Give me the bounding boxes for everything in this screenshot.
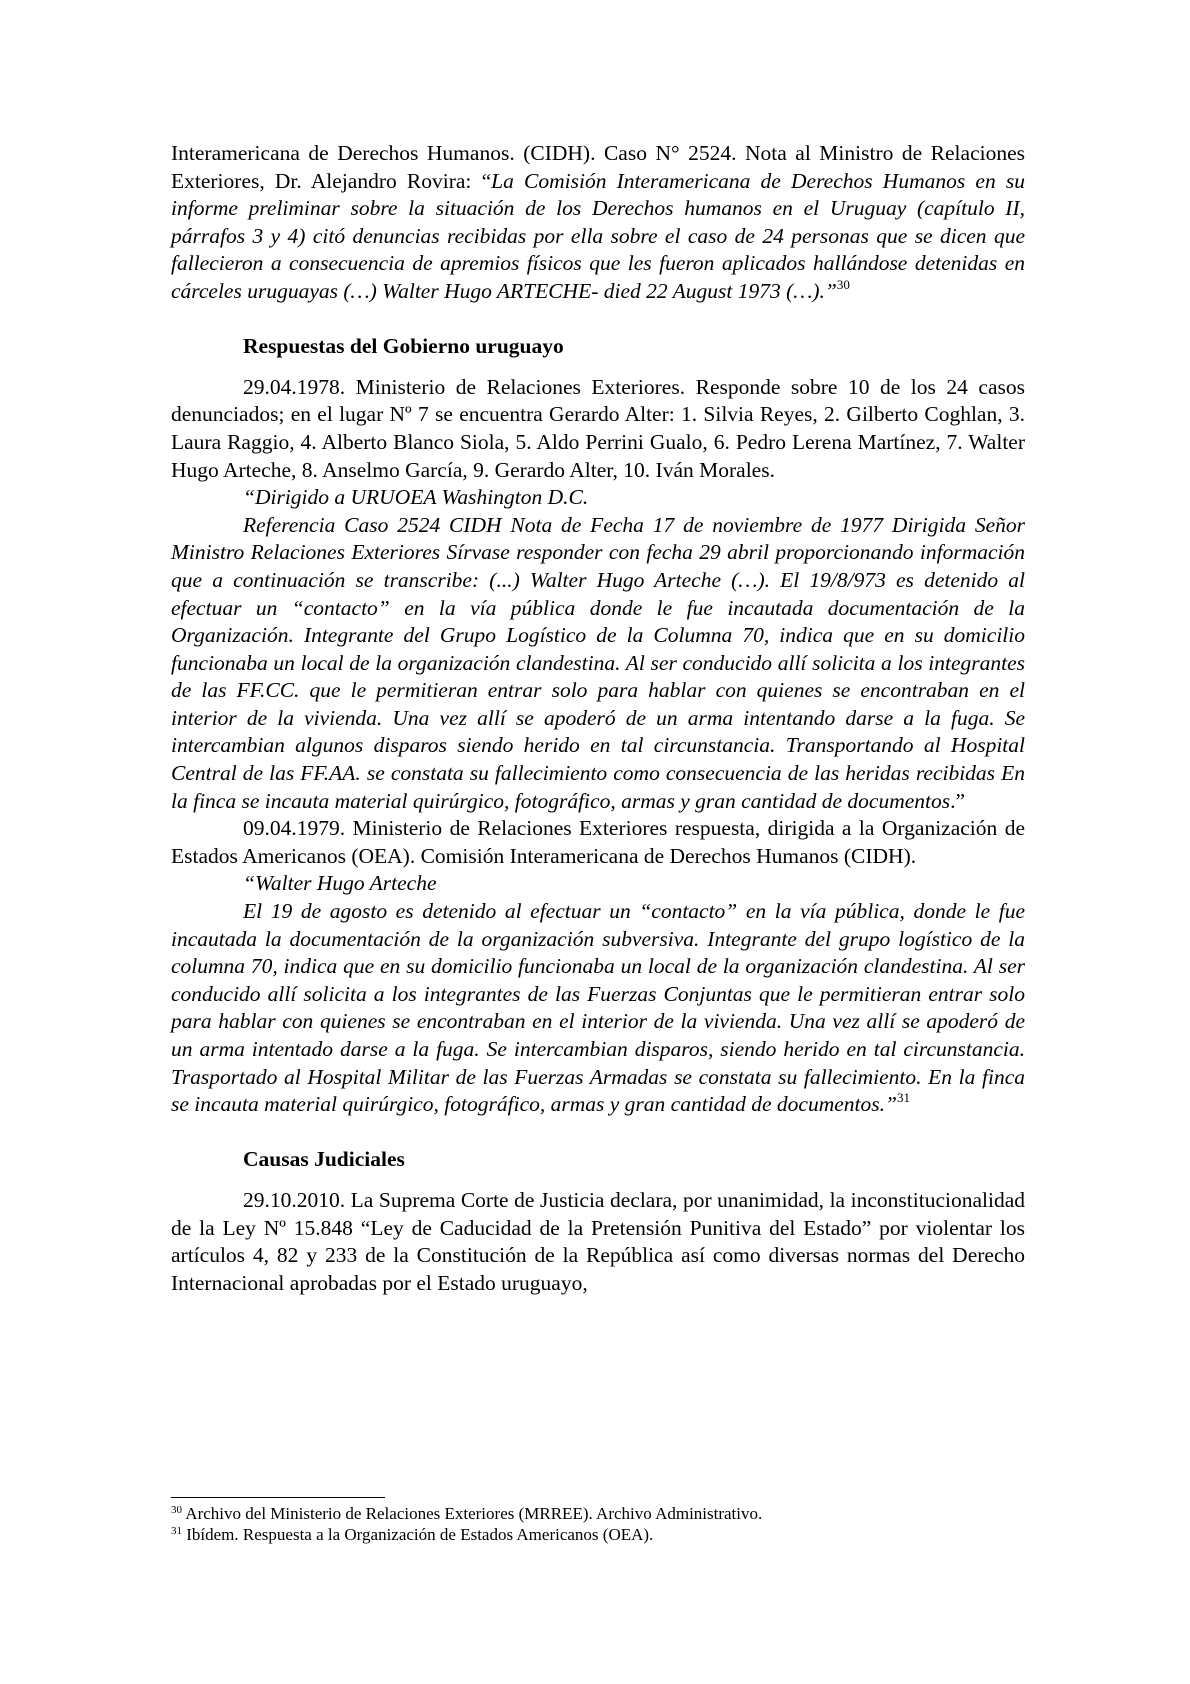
quoted-name: “Walter Hugo Arteche: [243, 871, 437, 896]
footnote-ref: 31: [896, 1090, 910, 1106]
quoted-address: “Dirigido a URUOEA Washington D.C.: [243, 485, 589, 510]
spacer: [171, 1174, 1025, 1187]
paragraph-1979-response: 09.04.1979. Ministerio de Relaciones Exteriores respuesta, dirigida a la Organización de Estados Americanos (OEA). Comisión Interamericana de Derechos Humanos (CIDH).: [171, 816, 1025, 868]
quoted-text: La Comisión Interamericana de Derechos Humanos en su informe preliminar sobre la situación de los Derechos humanos en el Uruguay (capítulo II, párrafos 3 y 4) citó denuncias recibidas por ella sobre el caso de 24 personas que se dicen que fallecieron a consecuencia de apremios físicos que les fueron aplicados hallándose detenidas en cárceles uruguayas (…) Walter Hugo ARTECHE- died 22 August 1973 (…).”: [171, 168, 1025, 303]
quote-close: .”: [950, 788, 966, 813]
footnote-31: [171, 1524, 1025, 1545]
footnotes: [171, 1497, 1025, 1545]
footnote-divider: [171, 1497, 385, 1498]
footnote-text: Ibídem. Respuesta a la Organización de Estados Americanos (OEA).: [182, 1525, 654, 1544]
section-heading-causas: Causas Judiciales: [243, 1147, 405, 1172]
quoted-account: [171, 898, 1025, 1119]
quoted-text: Referencia Caso 2524 CIDH Nota de Fecha 17 de noviembre de 1977 Dirigida Señor Ministro Relaciones Exteriores Sírvase responder con fecha 29 abril proporcionando información que a continuación se transcribe: (...) Walter Hugo Arteche (…). El 19/8/973 es detenido al efectuar un “contacto” en la vía pública donde le fue incautada documentación de la Organización. Integrante del Grupo Logístico de la Columna 70, indica que en su domicilio funcionaba un local de la organización clandestina. Al ser conducido allí solicita a los integrantes de las FF.CC. que le permitieran entrar solo para hablar con quienes se encontraban en el interior de la vivienda. Una vez allí se apoderó de un arma intentando darse a la fuga. Se intercambian algunos disparos siendo herido en tal circunstancia. Transportando al Hospital Central de las FF.AA. se constata su fallecimiento como consecuencia de las heridas recibidas En la finca se incauta material quirúrgico, fotográfico, armas y gran cantidad de documentos: [171, 512, 1025, 813]
spacer: [171, 361, 1025, 374]
spacer: [171, 306, 1025, 334]
footnote-number: 31: [171, 1524, 182, 1537]
paragraph-text: Interamericana de Derechos Humanos. (CIDH). Caso N° 2524. Nota al Ministro de Relaciones Exteriores, Dr. Alejandro Rovira: “: [171, 141, 1025, 193]
document-body: [171, 140, 1025, 1297]
paragraph-cidh-note: [171, 140, 1025, 306]
footnote-number: 30: [171, 1503, 182, 1516]
section-heading-respuestas: Respuestas del Gobierno uruguayo: [243, 334, 564, 359]
spacer: [171, 1119, 1025, 1147]
paragraph-1978-response: 29.04.1978. Ministerio de Relaciones Exteriores. Responde sobre 10 de los 24 casos denunciados; en el lugar Nº 7 se encuentra Gerardo Alter: 1. Silvia Reyes, 2. Gilberto Coghlan, 3. Laura Raggio, 4. Alberto Blanco Siola, 5. Aldo Perrini Gualo, 6. Pedro Lerena Martínez, 7. Walter Hugo Arteche, 8. Anselmo García, 9. Gerardo Alter, 10. Iván Morales.: [171, 374, 1025, 482]
quoted-text: El 19 de agosto es detenido al efectuar un “contacto” en la vía pública, donde le fue incautada la documentación de la organización subversiva. Integrante del grupo logístico de la columna 70, indica que en su domicilio funcionaba un local de la organización clandestina. Al ser conducido allí solicita a los integrantes de las Fuerzas Conjuntas que le permitieran entrar solo para hablar con quienes se encontraban en el interior de la vivienda. Una vez allí se apoderó de un arma intentado darse a la fuga. Se intercambian disparos, siendo herido en tal circunstancia. Trasportado al Hospital Militar de las Fuerzas Armadas se constata su fallecimiento. En la finca se incauta material quirúrgico, fotográfico, armas y gran cantidad de documentos.”: [171, 899, 1025, 1117]
paragraph-2010-ruling: 29.10.2010. La Suprema Corte de Justicia declara, por unanimidad, la inconstitucionalidad de la Ley Nº 15.848 “Ley de Caducidad de la Pretensión Punitiva del Estado” por violentar los artículos 4, 82 y 233 de la Constitución de la República así como diversas normas del Derecho Internacional aprobadas por el Estado uruguayo,: [171, 1187, 1025, 1295]
footnote-text: Archivo del Ministerio de Relaciones Exteriores (MRREE). Archivo Administrativo.: [182, 1504, 763, 1523]
quoted-reference: [171, 512, 1025, 816]
footnote-ref: 30: [836, 276, 850, 292]
footnote-30: [171, 1503, 1025, 1524]
